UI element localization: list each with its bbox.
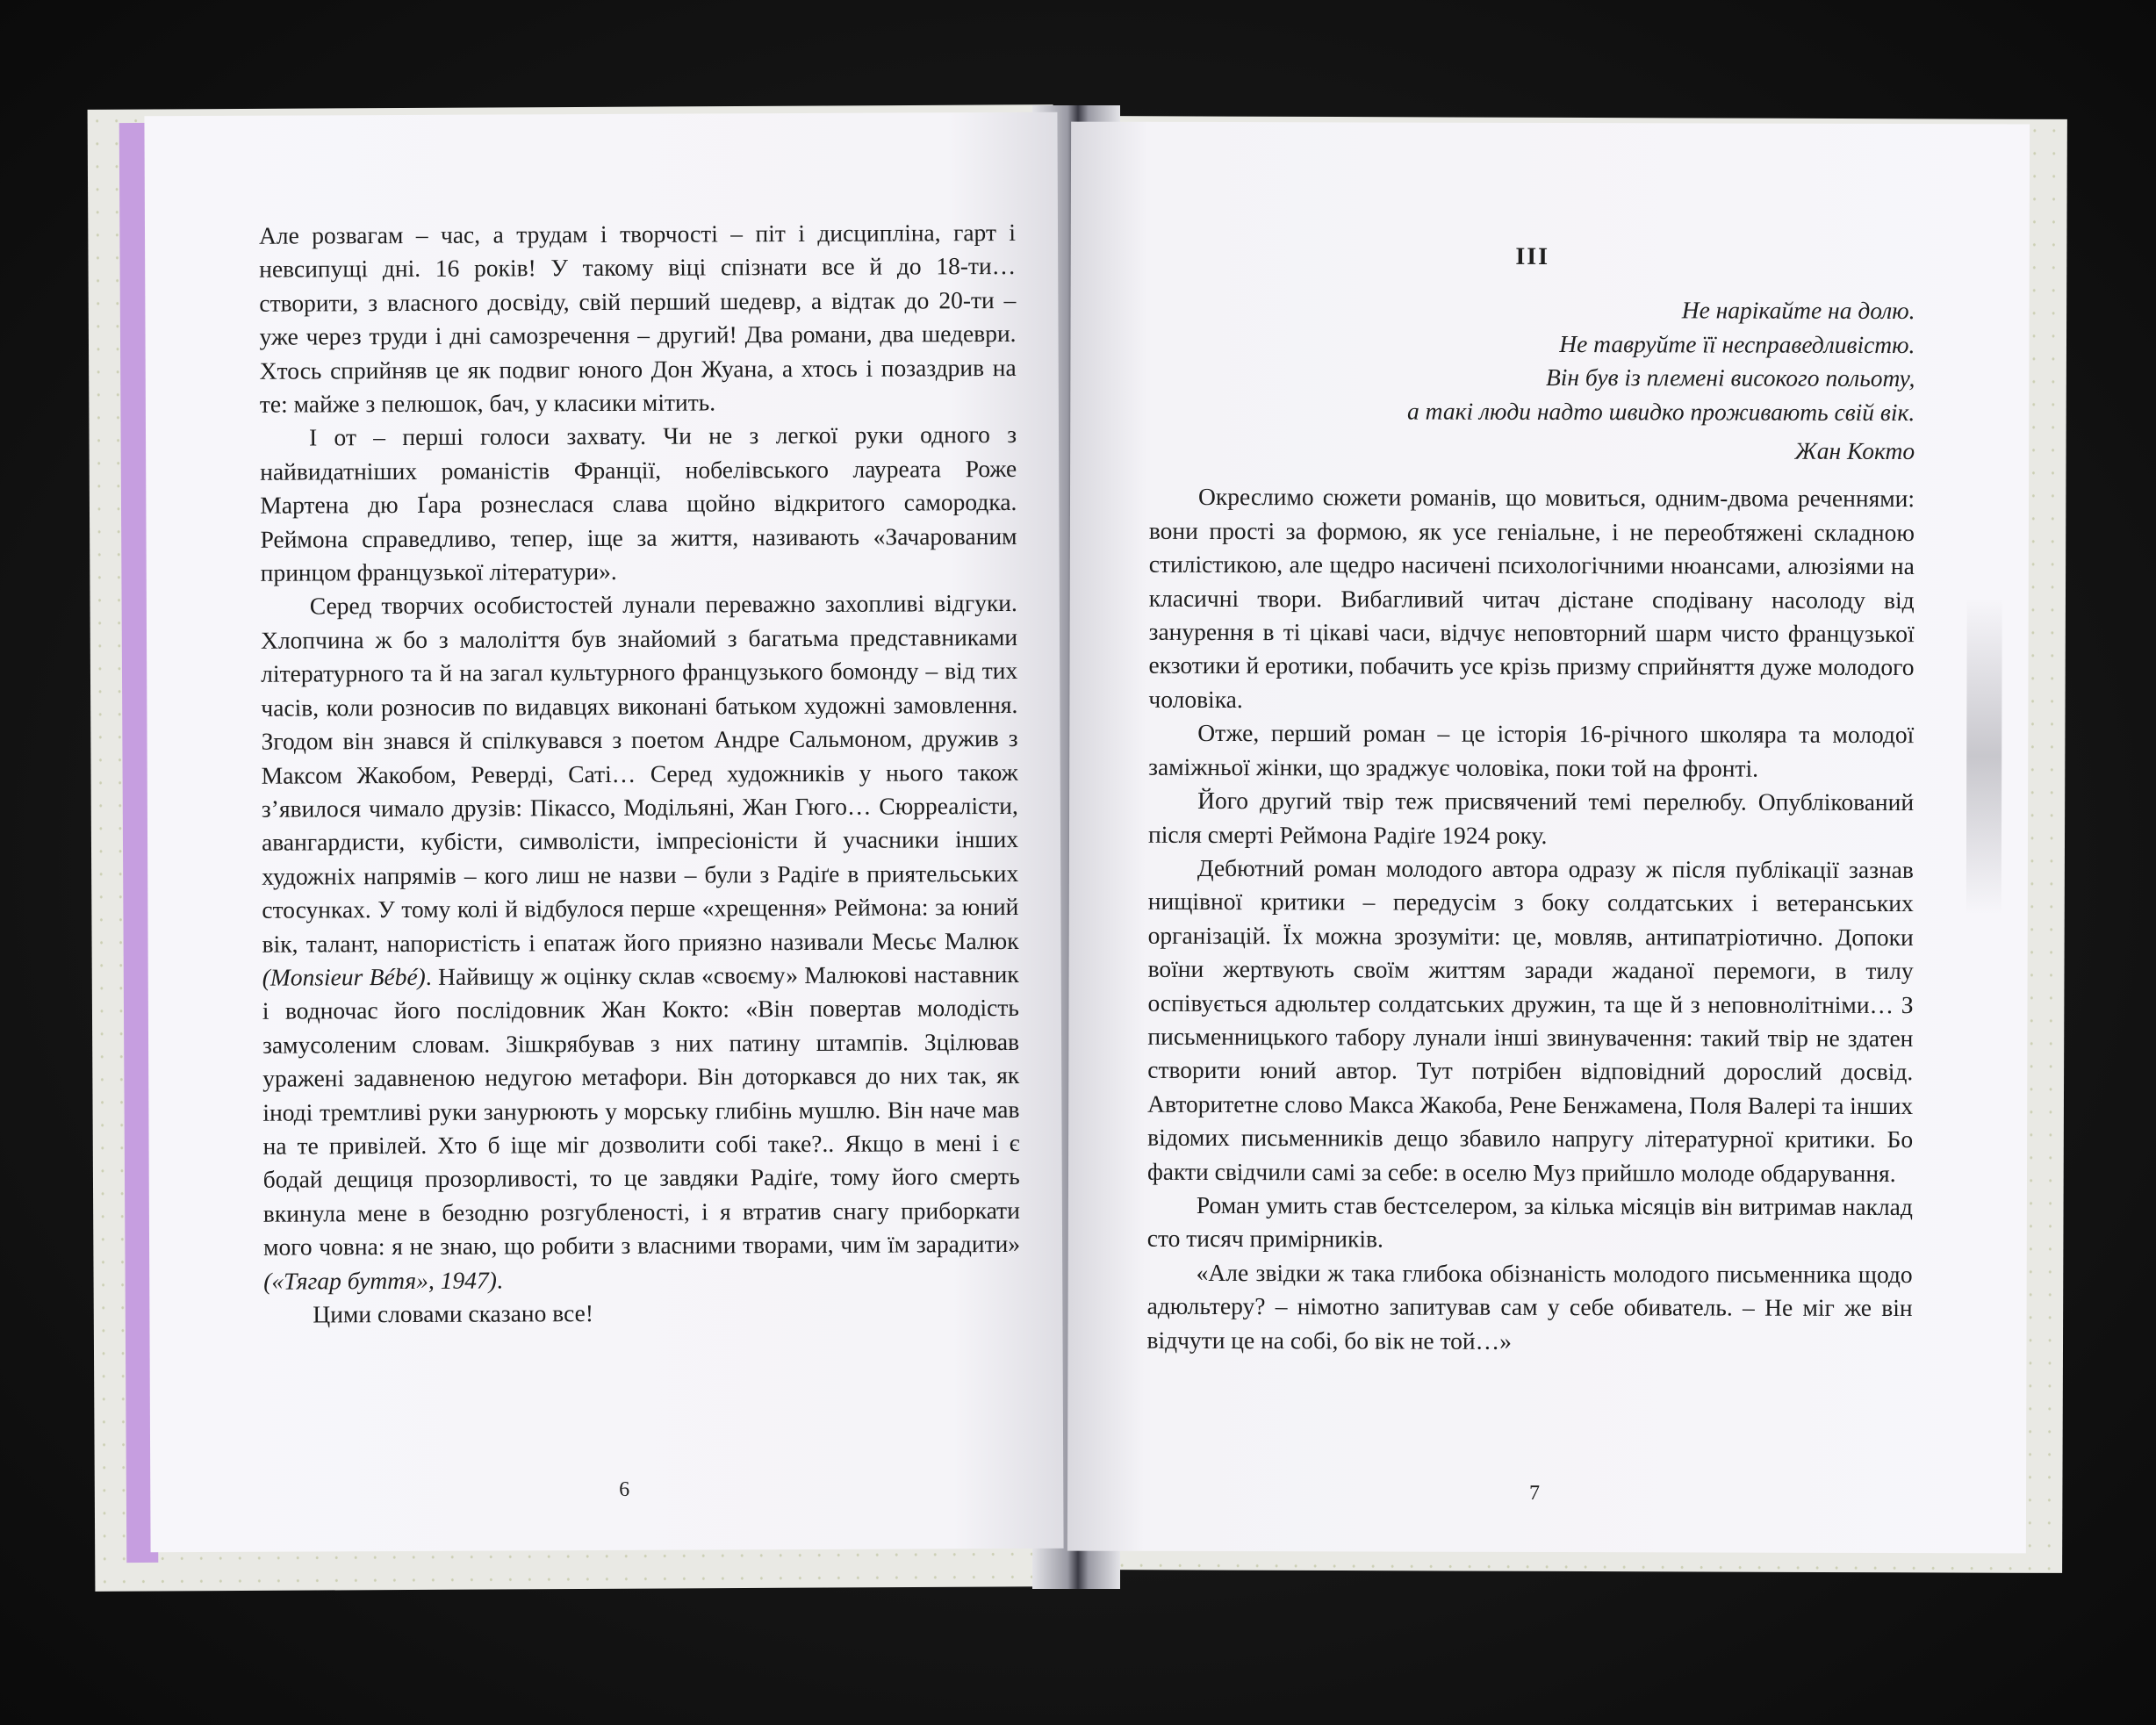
- page-number: 6: [619, 1477, 630, 1501]
- paragraph: Але розвагам – час, а трудам і творчості – піт і дисципліна, гарт і невсипущі дні. 16 років! У такому віці спізнати все й до 18-ти… створити, з власного досвіду, свій перший шедевр, а відтак до 20-ти – уже через труди і дні самозречення – другий! Два романи, два шедеври. Хтось сприйняв це як подвиг юного Дон Жуана, а хтось і позаздрив на те: майже з пелюшок, бач, у класики мітить.: [258, 218, 1017, 418]
- paragraph: Його другий твір теж присвячений темі перелюбу. Опублікований після смерті Реймона Радіґе 1924 року.: [1147, 787, 1915, 849]
- epigraph-line: Він був із племені високого польоту,: [1545, 363, 1915, 392]
- chapter-heading: ІІІ: [1515, 242, 1550, 271]
- right-page-text: [1146, 240, 1915, 1359]
- epigraph-line: а такі люди надто швидко проживають свій вік.: [1407, 397, 1915, 426]
- left-page: [144, 112, 1063, 1553]
- paragraph: І от – перші голоси захвату. Чи не з легкої руки одного з найвидатніших романістів Франції, нобелівського лауреата Роже Мартена дю Ґара рознеслася слава щойно відкритого самородка. Реймона справедливо, тепер, іще за життя, називають «Зачарованим принцом французької літератури».: [260, 420, 1017, 586]
- paragraph-text: .: [496, 1266, 503, 1294]
- right-page: [1067, 122, 2030, 1554]
- paragraph: [261, 586, 1021, 1297]
- paragraph: Дебютний роман молодого автора одразу ж після публікації зазнав нищівної критики – передусім з боку солдатських і ветеранських організацій. Їх можна зрозуміти: це, мовляв, антипатріотично. Допоки воїни жертвують своїм життям заради жаданої перемоги, в тилу оспівується адюльтер солдатських дружин, та ще й з неповнолітніми… З письменницького табору лунали інші звинувачення: такий твір не здатен створити юний автор. Тут потрібен відповідний дорослий досвід. Авторитетне слово Макса Жакоба, Рене Бенжамена, Поля Валері та інших відомих письменників дещо збавило напругу літературної критики. Бо факти свідчили самі за себе: в оселю Муз прийшло молоде обдарування.: [1146, 853, 1914, 1187]
- paragraph-text: Серед творчих особистостей лунали переважно захопливі відгуки. Хлопчина ж бо з малоліття був знайомий з багатьма представниками літературного та й на загал культурного французького бомонду – від тих часів, коли розносив по видавцях виконані батьком художні замовлення. Згодом він знався й спілкувався з поетом Андре Сальмоном, дружив з Максом Жакобом, Реверді, Саті… Серед художників у нього також з’явилося чимало друзів: Пікассо, Модільяні, Жан Гюго… Сюрреалісти, авангардисти, кубісти, символісти, імпресіоністи й учасники інших художніх напрямів – кого лиш не назви – були з Радіґе в приятельських стосунках. У тому колі й відбулося перше «хрещення» Реймона: за юний вік, талант, напористість і епатаж його приязно називали Месьє Малюк: [260, 589, 1019, 958]
- epigraph-line: Не тавруйте її несправедливістю.: [1559, 329, 1915, 358]
- paragraph: Цими словами сказано все!: [313, 1299, 594, 1328]
- italic-text: (Monsieur Bébé): [262, 962, 426, 991]
- left-page-text: [259, 216, 1021, 1332]
- epigraph: [1149, 292, 1915, 468]
- show-through-shadow: [1966, 598, 2002, 914]
- paragraph: Отже, перший роман – це історія 16-річного школяра та молодої заміжньої жінки, що зраджує чоловіка, поки той на фронті.: [1148, 719, 1915, 782]
- epigraph-line: Не нарікайте на долю.: [1681, 296, 1915, 325]
- paragraph: Окреслимо сюжети романів, що мовиться, одним-двома реченнями: вони прості за формою, як усе геніальне, і не переобтяжені складною стилістикою, але щедро насичені психологічними нюансами, алюзіями на класичні твори. Вибагливий читач дістане сподівану насолоду від занурення в ті цікаві часи, відчує неповторний шарм чисто французької екзотики й еротики, побачить усе крізь призму сприйняття дуже молодого чоловіка.: [1148, 483, 1915, 713]
- page-number: 7: [1529, 1481, 1541, 1505]
- paragraph-text: . Найвищу ж оцінку склав «своєму» Малюкові наставник і водночас його послідовник Жан Кокто: «Він повертав молодість замусоленим словам. Зішкрябував з них патину штампів. Зцілював уражені задавненою недугою метафори. Він доторкався до них так, як іноді тремтливі руки занурюють у морську глибінь мушлю. Він наче мав на те привілей. Хто б іще міг дозволити собі таке?.. Якщо в мені і є бодай дещиця прозорливості, то це завдяки Радіґе, тому його смерть вкинула мене в безодню розгубленості, і я втратив снагу приборкати мого човна: я не знаю, що робити з власними творами, чим їм зарадити»: [262, 960, 1021, 1261]
- italic-citation: («Тягар буття», 1947): [263, 1266, 497, 1295]
- paragraph: «Але звідки ж така глибока обізнаність молодого письменника щодо адюльтеру? – німотно запитував сам у себе обиватель. – Не міг же він відчути це на собі, бо вік не той…»: [1146, 1258, 1913, 1355]
- paragraph: Роман умить став бестселером, за кілька місяців він витримав наклад сто тисяч примірників.: [1146, 1190, 1913, 1253]
- epigraph-author: Жан Кокто: [1794, 436, 1915, 465]
